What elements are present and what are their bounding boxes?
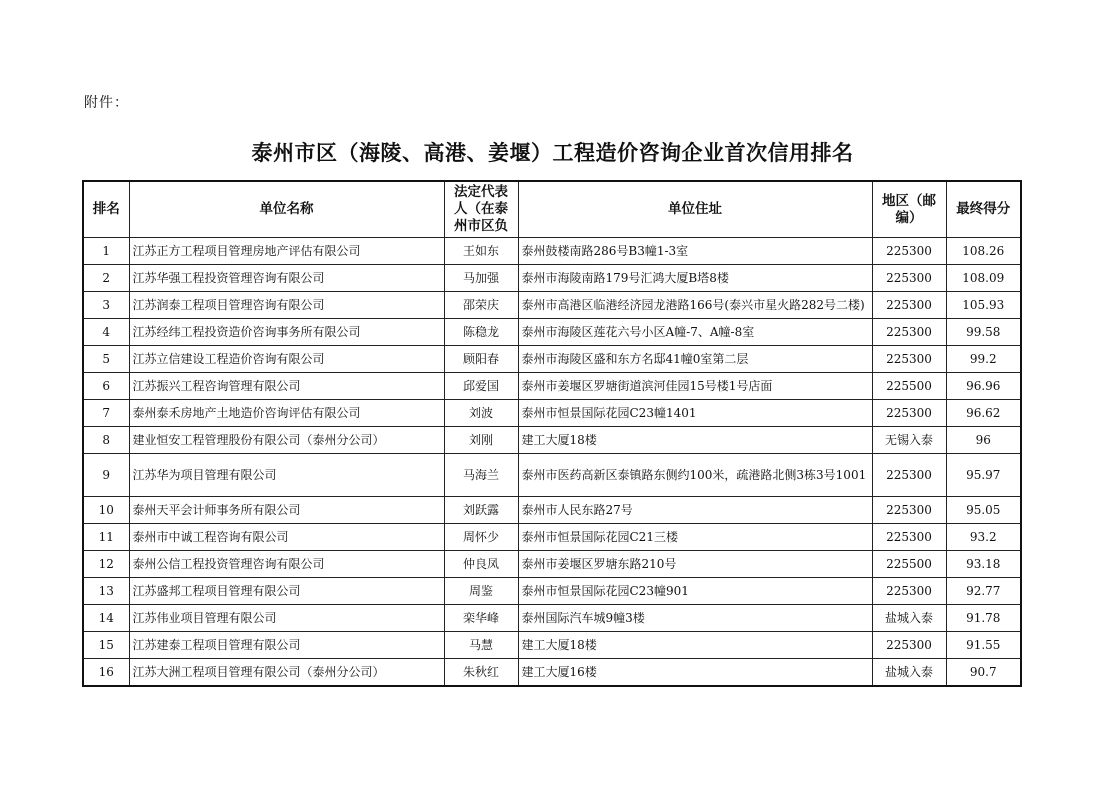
cell-final-score: 96.62 — [946, 400, 1021, 427]
cell-final-score: 96.96 — [946, 373, 1021, 400]
cell-final-score: 90.7 — [946, 659, 1021, 687]
cell-address: 泰州市姜堰区罗塘东路210号 — [518, 551, 872, 578]
cell-postcode: 225300 — [872, 346, 946, 373]
cell-rank: 3 — [83, 292, 129, 319]
table-row — [83, 373, 1021, 400]
cell-address: 泰州市医药高新区泰镇路东侧约100米，疏港路北侧3栋3号1001 — [518, 454, 872, 497]
header-rank: 排名 — [83, 181, 129, 238]
cell-postcode: 225300 — [872, 578, 946, 605]
cell-address: 泰州市恒景国际花园C21三楼 — [518, 524, 872, 551]
cell-company: 江苏建泰工程项目管理有限公司 — [129, 632, 444, 659]
cell-company: 江苏正方工程项目管理房地产评估有限公司 — [129, 238, 444, 265]
cell-company: 江苏振兴工程咨询管理有限公司 — [129, 373, 444, 400]
table-row — [83, 265, 1021, 292]
table-row — [83, 238, 1021, 265]
cell-legal-rep: 仲良凤 — [444, 551, 518, 578]
cell-final-score: 108.26 — [946, 238, 1021, 265]
table-row — [83, 400, 1021, 427]
table-row — [83, 659, 1021, 687]
cell-final-score: 96 — [946, 427, 1021, 454]
cell-legal-rep: 刘刚 — [444, 427, 518, 454]
cell-address: 泰州市海陵区盛和东方名邸41幢0室第二层 — [518, 346, 872, 373]
cell-legal-rep: 马慧 — [444, 632, 518, 659]
cell-legal-rep: 刘波 — [444, 400, 518, 427]
cell-company: 泰州泰禾房地产土地造价咨询评估有限公司 — [129, 400, 444, 427]
header-company: 单位名称 — [129, 181, 444, 238]
table-body — [83, 238, 1021, 687]
cell-rank: 1 — [83, 238, 129, 265]
cell-company: 江苏华为项目管理有限公司 — [129, 454, 444, 497]
address-text: 泰州市高港区临港经济园龙港路166号(泰兴市星火路282号二楼) — [521, 298, 865, 312]
cell-legal-rep: 顾阳春 — [444, 346, 518, 373]
header-final-score: 最终得分 — [946, 181, 1021, 238]
cell-company: 建业恒安工程管理股份有限公司（泰州分公司） — [129, 427, 444, 454]
cell-address: 泰州市恒景国际花园C23幢901 — [518, 578, 872, 605]
cell-address — [518, 292, 872, 319]
table-row — [83, 524, 1021, 551]
cell-company: 泰州市中诚工程咨询有限公司 — [129, 524, 444, 551]
cell-rank: 13 — [83, 578, 129, 605]
cell-address: 建工大厦18楼 — [518, 427, 872, 454]
header-legal-rep: 法定代表人（在泰州市区负 — [444, 181, 518, 238]
header-address: 单位住址 — [518, 181, 872, 238]
cell-rank: 10 — [83, 497, 129, 524]
cell-final-score: 95.05 — [946, 497, 1021, 524]
cell-legal-rep: 马海兰 — [444, 454, 518, 497]
cell-address: 泰州市恒景国际花园C23幢1401 — [518, 400, 872, 427]
cell-final-score: 92.77 — [946, 578, 1021, 605]
cell-rank: 8 — [83, 427, 129, 454]
table-row — [83, 497, 1021, 524]
cell-address: 泰州市人民东路27号 — [518, 497, 872, 524]
cell-company: 江苏华强工程投资管理咨询有限公司 — [129, 265, 444, 292]
cell-address: 泰州市海陵南路179号汇鸿大厦B塔8楼 — [518, 265, 872, 292]
cell-legal-rep: 周怀少 — [444, 524, 518, 551]
cell-postcode: 盐城入泰 — [872, 605, 946, 632]
cell-rank: 4 — [83, 319, 129, 346]
cell-rank: 6 — [83, 373, 129, 400]
cell-address: 泰州市海陵区莲花六号小区A幢-7、A幢-8室 — [518, 319, 872, 346]
cell-final-score: 99.58 — [946, 319, 1021, 346]
cell-address: 建工大厦16楼 — [518, 659, 872, 687]
cell-postcode: 无锡入泰 — [872, 427, 946, 454]
cell-postcode: 225300 — [872, 400, 946, 427]
table-header-row — [83, 181, 1021, 238]
cell-rank: 16 — [83, 659, 129, 687]
cell-final-score: 105.93 — [946, 292, 1021, 319]
table-row — [83, 605, 1021, 632]
cell-postcode: 225500 — [872, 373, 946, 400]
cell-address: 泰州国际汽车城9幢3楼 — [518, 605, 872, 632]
cell-postcode: 225300 — [872, 497, 946, 524]
cell-company: 江苏经纬工程投资造价咨询事务所有限公司 — [129, 319, 444, 346]
cell-postcode: 盐城入泰 — [872, 659, 946, 687]
cell-legal-rep: 周鉴 — [444, 578, 518, 605]
cell-company: 泰州公信工程投资管理咨询有限公司 — [129, 551, 444, 578]
cell-postcode: 225300 — [872, 524, 946, 551]
cell-postcode: 225300 — [872, 292, 946, 319]
cell-rank: 7 — [83, 400, 129, 427]
cell-postcode: 225500 — [872, 551, 946, 578]
cell-rank: 14 — [83, 605, 129, 632]
cell-address: 泰州市姜堰区罗塘街道滨河佳园15号楼1号店面 — [518, 373, 872, 400]
cell-company: 泰州天平会计师事务所有限公司 — [129, 497, 444, 524]
cell-company: 江苏立信建设工程造价咨询有限公司 — [129, 346, 444, 373]
cell-company: 江苏伟业项目管理有限公司 — [129, 605, 444, 632]
cell-rank: 11 — [83, 524, 129, 551]
attachment-label: 附件： — [84, 95, 129, 111]
cell-rank: 2 — [83, 265, 129, 292]
cell-postcode: 225300 — [872, 454, 946, 497]
cell-company: 江苏盛邦工程项目管理有限公司 — [129, 578, 444, 605]
cell-legal-rep: 邵荣庆 — [444, 292, 518, 319]
cell-final-score: 91.78 — [946, 605, 1021, 632]
cell-legal-rep: 朱秋红 — [444, 659, 518, 687]
table-row — [83, 319, 1021, 346]
cell-rank: 9 — [83, 454, 129, 497]
cell-final-score: 108.09 — [946, 265, 1021, 292]
table-row — [83, 427, 1021, 454]
ranking-table — [82, 180, 1022, 687]
table-row — [83, 454, 1021, 497]
cell-company: 江苏大洲工程项目管理有限公司（泰州分公司） — [129, 659, 444, 687]
cell-final-score: 95.97 — [946, 454, 1021, 497]
page-title: 泰州市区（海陵、高港、姜堰）工程造价咨询企业首次信用排名 — [251, 141, 854, 165]
cell-legal-rep: 邱爱国 — [444, 373, 518, 400]
cell-legal-rep: 马加强 — [444, 265, 518, 292]
cell-postcode: 225300 — [872, 319, 946, 346]
cell-rank: 5 — [83, 346, 129, 373]
cell-address: 泰州鼓楼南路286号B3幢1-3室 — [518, 238, 872, 265]
table-row — [83, 632, 1021, 659]
cell-final-score: 93.18 — [946, 551, 1021, 578]
cell-legal-rep: 刘跃露 — [444, 497, 518, 524]
cell-postcode: 225300 — [872, 238, 946, 265]
cell-postcode: 225300 — [872, 632, 946, 659]
header-postcode: 地区（邮编） — [872, 181, 946, 238]
cell-legal-rep: 陈稳龙 — [444, 319, 518, 346]
table-row — [83, 346, 1021, 373]
cell-postcode: 225300 — [872, 265, 946, 292]
cell-final-score: 99.2 — [946, 346, 1021, 373]
cell-legal-rep: 栾华峰 — [444, 605, 518, 632]
cell-company: 江苏润泰工程项目管理咨询有限公司 — [129, 292, 444, 319]
cell-address: 建工大厦18楼 — [518, 632, 872, 659]
table-row — [83, 578, 1021, 605]
cell-legal-rep: 王如东 — [444, 238, 518, 265]
table-row — [83, 292, 1021, 319]
cell-rank: 12 — [83, 551, 129, 578]
cell-final-score: 91.55 — [946, 632, 1021, 659]
table-row — [83, 551, 1021, 578]
cell-rank: 15 — [83, 632, 129, 659]
cell-final-score: 93.2 — [946, 524, 1021, 551]
